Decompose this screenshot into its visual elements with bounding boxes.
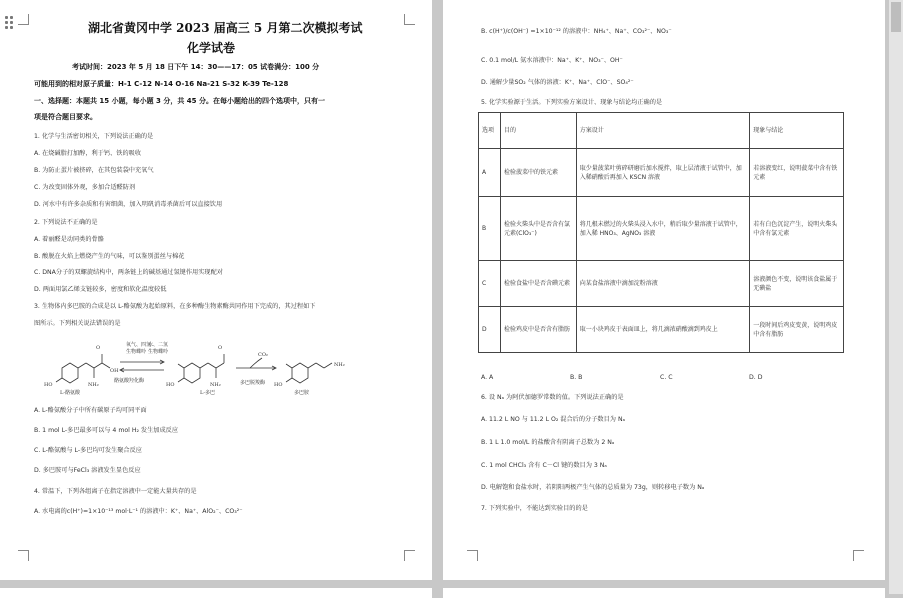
option: D. 多巴胺可与FeCl₃ 溶液发生显色反应 [34,467,141,474]
table-header-cell: 目的 [500,113,576,149]
question-1: 1. 化学与生活密切相关，下列说法正确的是 [34,133,154,140]
atomic-masses: 可能用到的相对原子质量：H-1 C-12 N-14 O-16 Na-21 S-32 K-39 Te-128 [34,80,289,88]
drag-handle-icon[interactable] [5,16,13,30]
question-7: 7. 下列实验中，不能达到实验目的的是 [481,505,588,512]
table-row [479,261,844,307]
next-page-right [443,588,885,598]
table-header-row [479,113,844,149]
option: D. 两面用氯乙烯支链较多，密度和软化温度较低 [34,286,167,293]
carbonyl-o: O [96,345,101,351]
option: C. 0.1 mol/L 氨水溶液中：Na⁺、K⁺、NO₃⁻、OH⁻ [481,57,623,64]
option: B. 为防止蛋片被挤碎，在其包装袋中充氧气 [34,167,154,174]
table-header-cell: 选项 [479,113,501,149]
question-6: 6. 设 Nₐ 为阿伏加德罗常数的值。下列说法正确的是 [481,394,624,401]
option: D. 河水中有许多杂质和有害细菌，加入明矾消毒杀菌后可以直接饮用 [34,201,223,208]
amine-group-2: NH₂ [210,382,221,388]
option: A. L-酪氨酸分子中所有碳原子均可同平面 [34,407,147,414]
option: B. 1 mol L-多巴最多可以与 4 mol H₂ 发生加成反应 [34,427,179,434]
option: A. 着丽醛是动同类的骨骼 [34,236,104,243]
table-row [479,307,844,353]
question-4: 4. 常温下，下列各组离子在指定溶液中一定能大量共存的是 [34,488,197,495]
table-cell: 检验鸡皮中是否含有脂肪 [500,307,576,353]
table-cell: D [479,307,501,353]
table-header-cell: 现象与结论 [750,113,844,149]
molecule-dopamine: 多巴胺 [294,390,310,396]
crop-mark [404,14,415,25]
exam-info: 考试时间：2023 年 5 月 18 日下午 14：30——17：05 试卷满分：100 分 [72,63,320,71]
document-page-left [0,0,432,580]
option: C. 为改变固体外观，多加合适醛防剂 [34,184,136,191]
arrow1-enzyme: 酪氨酸羟化酶 [114,378,145,384]
question-3-cont: 图所示。下列相关说法错误的是 [34,320,121,327]
next-page-left [0,588,432,598]
hydroxy-group-3: HO [274,382,283,388]
option: A. 在烧碱脂打加醇，利于钙、铁的吸收 [34,150,142,157]
arrow2-reagent: 水、二氢 [148,342,169,348]
table-cell: 检验火柴头中是否含有氯元素(ClO₃⁻) [500,197,576,261]
section-heading-cont: 项是符合题目要求。 [34,113,97,121]
crop-mark [18,14,29,25]
amine-group: NH₂ [88,382,99,388]
table-cell: 检验食盐中是否含碘元素 [500,261,576,307]
exam-subtitle: 化学试卷 [187,41,236,55]
scrollbar-thumb[interactable] [891,2,901,32]
vertical-scrollbar[interactable] [889,0,903,594]
option: C. L-酪氨酸与 L-多巴均可发生聚合反应 [34,447,142,454]
molecule-l-dopa: L-多巴 [200,390,216,396]
arrow1-reagent: 氧气、四氢 [126,342,152,348]
crop-mark [467,550,478,561]
option: B. 酸脱在火焰上燃烧产生的气味，可以鉴别蛋丝与棉花 [34,253,185,260]
table-row [479,149,844,197]
table-cell: 检验菠菜中的铁元素 [500,149,576,197]
option: D. 通解少量SO₂ 气体的溶液：K⁺、Na⁺、ClO⁻、SO₄²⁻ [481,79,634,86]
molecule-l-tyrosine: L-酪氨酸 [60,390,81,396]
answer-option: C. C [660,374,673,381]
option: C. DNA分子的双螺旋结构中，两条链上的碱基通过氢键作用实现配对 [34,269,223,276]
table-cell: C [479,261,501,307]
table-cell: 将几根未燃过的火柴头浸入水中，稍后取少量溶液于试管中，加入稀 HNO₃、AgNO₃ 溶液 [576,197,749,261]
option: D. 电解饱和食盐水时，若阴阳两极产生气体的总质量为 73g，则转移电子数为 Nₐ [481,484,705,491]
hydroxy-group-2: HO [166,382,175,388]
table-cell: 向某食盐溶液中滴加淀粉溶液 [576,261,749,307]
option: B. 1 L 1.0 mol/L 的盐酸含有阴离子总数为 2 Nₐ [481,439,615,446]
reaction-scheme [40,338,350,400]
crop-mark [853,550,864,561]
document-page-right [443,0,885,580]
question-3: 3. 生物体内多巴胺的合成是以 L-酪氨酸为起始原料，在多种酶生物素酶共同作用下完成的，其过程如下 [34,303,316,310]
table-cell: 若溶液变红，说明菠菜中含有铁元素 [750,149,844,197]
question-5: 5. 化学实验源于生活。下列实验方案设计、现象与结论均正确的是 [481,99,663,106]
answer-option: D. D [749,374,763,381]
table-row [479,197,844,261]
option: A. 11.2 L NO 与 11.2 L O₂ 混合后的分子数目为 Nₐ [481,416,626,423]
table-cell: 取一小块鸡皮于表面皿上，将几滴浓硝酸滴到鸡皮上 [576,307,749,353]
option: C. 1 mol CHCl₃ 含有 C－Cl 键的数目为 3 Nₐ [481,462,607,469]
crop-mark [404,550,415,561]
table-cell: 一段时间后鸡皮变黄，说明鸡皮中含有脂肪 [750,307,844,353]
exam-title: 湖北省黄冈中学 2023 届高三 5 月第二次模拟考试 [88,21,363,35]
crop-mark [18,550,29,561]
table-cell: A [479,149,501,197]
hydroxyl-group: OH [110,368,119,374]
answer-option: B. B [570,374,583,381]
amine-group-3: NH₂ [334,362,345,368]
section-heading: 一、选择题：本题共 15 小题，每小题 3 分，共 45 分。在每小题给出的四个选项中，只有一 [34,97,325,105]
table-cell: 取少量菠菜叶剪碎研磨后加水搅拌，取上层清液于试管中，加入稀硝酸后再加入 KSCN 溶液 [576,149,749,197]
table-cell: 若有白色沉淀产生，说明火柴头中含有氯元素 [750,197,844,261]
question-2: 2. 下列说法不正确的是 [34,219,98,226]
co2-label: CO₂ [258,352,268,358]
table-cell: B [479,197,501,261]
carbonyl-o-2: O [218,345,223,351]
option: A. 水电离的c(H⁺)=1×10⁻¹³ mol·L⁻¹ 的溶液中：K⁺、Na⁺、AlO₂⁻、CO₃²⁻ [34,508,243,515]
table-header-cell: 方案设计 [576,113,749,149]
arrow2-reagent-2: 生物蝶呤 [148,349,169,355]
table-cell: 溶液颜色不变，说明该食盐属于无碘盐 [750,261,844,307]
experiment-table [478,112,844,353]
arrow1-reagent-2: 生物蝶呤 [126,349,147,355]
hydroxy-group: HO [44,382,53,388]
arrow3-enzyme: 多巴脱羧酶 [240,380,266,386]
option: B. c(H⁺)/c(OH⁻) =1×10⁻¹² 的溶液中：NH₄⁺、Na⁺、CO₃²⁻、NO₃⁻ [481,28,672,35]
answer-option: A. A [481,374,494,381]
